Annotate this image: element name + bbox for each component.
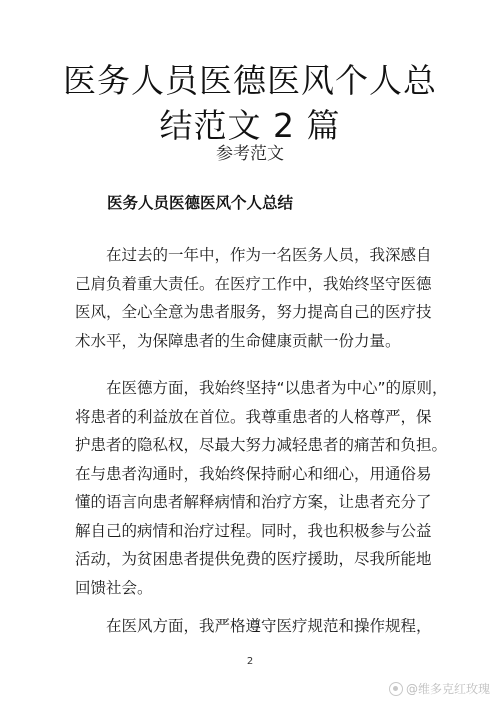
paragraph-3: [75, 612, 435, 641]
paragraph-line: 护患者的隐私权，尽最大努力减轻患者的痛苦和负担。: [75, 436, 448, 454]
paragraph-line: 在过去的一年中，作为一名医务人员，我深感自: [106, 246, 432, 264]
document-title-line-1: 医务人员医德医风个人总: [63, 61, 437, 100]
paragraph-line: 己肩负着重大责任。在医疗工作中，我始终坚守医德: [75, 274, 432, 293]
paragraph-line: 活动，为贫困患者提供免费的医疗援助，尽我所能地: [75, 550, 432, 568]
document-title: [0, 58, 500, 148]
watermark-text: @维多克红玫瑰: [405, 682, 490, 696]
watermark: [389, 681, 490, 697]
paragraph-line: 在医德方面，我始终坚持“以患者为中心”的原则，: [106, 379, 448, 397]
document-subtitle: 参考范文: [216, 144, 284, 164]
paragraph-line: 回馈社会。: [75, 578, 153, 597]
paragraph-line: 将患者的利益放在首位。我尊重患者的人格尊严，保: [75, 407, 432, 426]
paragraph-line: 懂的语言向患者解释病情和治疗方案，让患者充分了: [75, 493, 432, 511]
paragraph-2: [75, 374, 448, 602]
page-number: 2: [246, 656, 254, 667]
paragraph-line: 在与患者沟通时，我始终保持耐心和细心，用通俗易: [75, 464, 432, 483]
document-title-line-2: 结范文 2 篇: [159, 106, 341, 145]
watermark-logo-icon: [389, 682, 403, 696]
paragraph-line: 医风，全心全意为患者服务，努力提高自己的医疗技: [75, 303, 432, 321]
section-heading: 医务人员医德医风个人总结: [107, 194, 294, 212]
paragraph-1: [75, 241, 435, 355]
paragraph-line: 在医风方面，我严格遵守医疗规范和操作规程，: [106, 617, 432, 635]
paragraph-line: 解自己的病情和治疗过程。同时，我也积极参与公益: [75, 521, 432, 540]
paragraph-line: 术水平，为保障患者的生命健康贡献一份力量。: [75, 331, 401, 350]
